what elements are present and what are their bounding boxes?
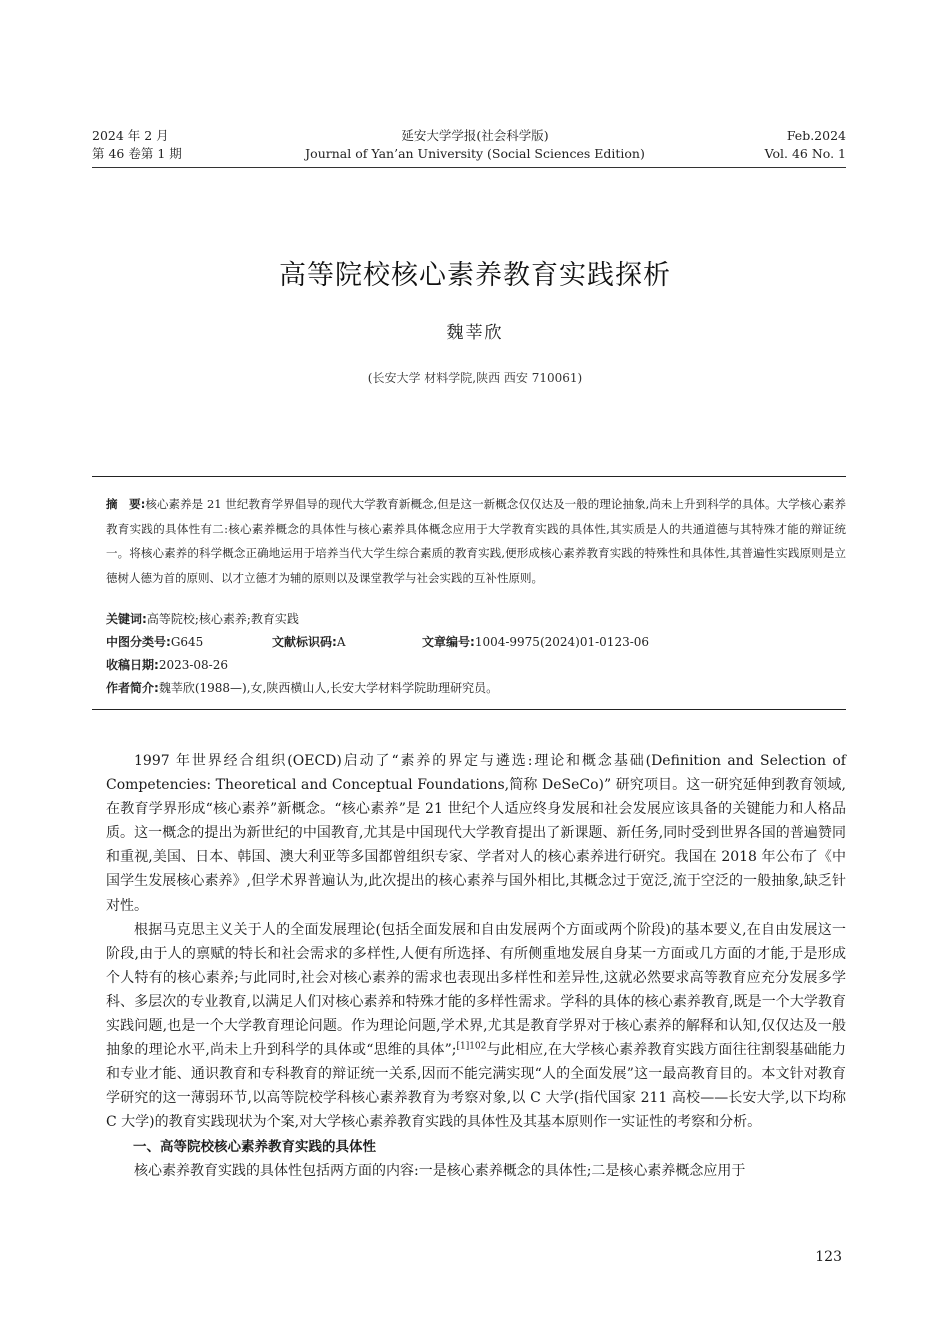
- abstract-text: 核心素养是 21 世纪教育学界倡导的现代大学教育新概念,但是这一新概念仅仅达及一般的理论抽象,尚未上升到科学的具体。大学核心素养教育实践的具体性有二:核心素养概念的具体性与核心素养具体概念应用于大学教育实践的具体性,其实质是人的共通道德与其特殊才能的辩证统一。将核心素养的科学概念正确地运用于培养当代大学生综合素质的教育实践,便形成核心素养教育实践的特殊性和具体性,其普遍性实践原则是立德树人德为首的原则、以才立德才为辅的原则以及课堂教学与社会实践的互补性原则。: [106, 497, 847, 585]
- header-volume-issue: 第 46 卷第 1 期: [92, 146, 182, 161]
- author-affiliation: (长安大学 材料学院,陕西 西安 710061): [367, 371, 583, 385]
- clc-label: 中图分类号:: [106, 635, 171, 649]
- section-heading: 一、高等院校核心素养教育实践的具体性: [133, 1138, 376, 1155]
- keywords-label: 关键词:: [106, 612, 147, 626]
- abstract-label: 摘 要:: [106, 497, 146, 511]
- article-title: 高等院校核心素养教育实践探析: [279, 260, 671, 291]
- article-number-value: 1004-9975(2024)01-0123-06: [474, 635, 650, 649]
- clc: [106, 633, 272, 651]
- article-number-label: 文章编号:: [422, 635, 475, 649]
- abstract-bottom-rule: [92, 709, 846, 710]
- received-date: [106, 656, 846, 674]
- header-divider: [92, 167, 846, 168]
- header-volume-en: Vol. 46 No. 1: [764, 146, 846, 161]
- article-number: [422, 633, 649, 651]
- abstract: [106, 492, 846, 590]
- doc-code: [272, 633, 422, 651]
- author-bio-label: 作者简介:: [106, 681, 159, 695]
- keywords: [106, 610, 846, 628]
- paragraph-text: 与此相应,在大学核心素养教育实践方面往往割裂基础能力和专业才能、通识教育和专科教育的辩证统一关系,因而不能完满实现“人的全面发展”这一最高教育目的。本文针对教育学研究的这一薄弱环节,以高等院校学科核心素养教育为考察对象,以 C 大学(指代国家 211 高校——长安大学,以下均称 C 大学)的教育实践现状为个案,对大学核心素养教育实践的具体性及其基本原则作一实证性的考察和分析。: [106, 1042, 847, 1131]
- journal-name-en: Journal of Yan’an University (Social Sciences Edition): [305, 146, 645, 161]
- abstract-top-rule: [92, 476, 846, 477]
- page-number: 123: [815, 1249, 842, 1265]
- journal-name-cn: 延安大学学报(社会科学版): [401, 128, 549, 143]
- body-paragraph: 核心素养教育实践的具体性包括两方面的内容:一是核心素养概念的具体性;二是核心素养概念应用于: [134, 1162, 746, 1179]
- received-label: 收稿日期:: [106, 658, 159, 672]
- author-bio-value: 魏莘欣(1988—),女,陕西横山人,长安大学材料学院助理研究员。: [158, 681, 499, 695]
- header-right: [765, 127, 846, 163]
- keywords-value: 高等院校;核心素养;教育实践: [146, 612, 299, 626]
- body-paragraph: 1997 年世界经合组织(OECD)启动了“素养的界定与遴选:理论和概念基础(Definition and Selection of Competencies: Theoretical and Conceptual Foundations,简称 DeSeCo)” 研究项目。这一研究延伸到教育领域,在教育学界形成“核心素养”新概念。“核心素养”是 21 世纪个人适应终身发展和社会发展应该具备的关键能力和人格品质。这一概念的提出为新世纪的中国教育,尤其是中国现代大学教育提出了新课题、新任务,同时受到世界各国的普遍赞同和重视,美国、日本、韩国、澳大利亚等多国都曾组织专家、学者对人的核心素养进行研究。我国在 2018 年公布了《中国学生发展核心素养》,但学术界普遍认为,此次提出的核心素养与国外相比,其概念过于宽泛,流于空泛的一般抽象,缺乏针对性。: [106, 753, 846, 914]
- author-bio: [106, 679, 846, 697]
- header-date: 2024 年 2 月: [92, 128, 169, 143]
- classification-row: [106, 633, 846, 651]
- doc-code-label: 文献标识码:: [272, 635, 337, 649]
- clc-value: G645: [170, 635, 204, 649]
- citation-reference[interactable]: [1]102: [456, 1041, 487, 1052]
- doc-code-value: A: [336, 635, 346, 649]
- article-author: 魏莘欣: [446, 323, 504, 343]
- received-value: 2023-08-26: [158, 658, 228, 672]
- body-paragraph: [106, 918, 846, 1135]
- article-body: [106, 749, 846, 1183]
- header-date-en: Feb.2024: [786, 128, 846, 143]
- paragraph-text: 根据马克思主义关于人的全面发展理论(包括全面发展和自由发展两个方面或两个阶段)的基本要义,在自由发展这一阶段,由于人的禀赋的特长和社会需求的多样性,人便有所选择、有所侧重地发展自身某一方面或几方面的才能,于是形成个人特有的核心素养;与此同时,社会对核心素养的需求也表现出多样性和差异性,这就必然要求高等教育应充分发展多学科、多层次的专业教育,以满足人们对核心素养和特殊才能的多样性需求。学科的具体的核心素养教育,既是一个大学教育实践问题,也是一个大学教育理论问题。作为理论问题,学术界,尤其是教育学界对于核心素养的解释和认知,仅仅达及一般抽象的理论水平,尚未上升到科学的具体或“思维的具体”;: [106, 921, 846, 1059]
